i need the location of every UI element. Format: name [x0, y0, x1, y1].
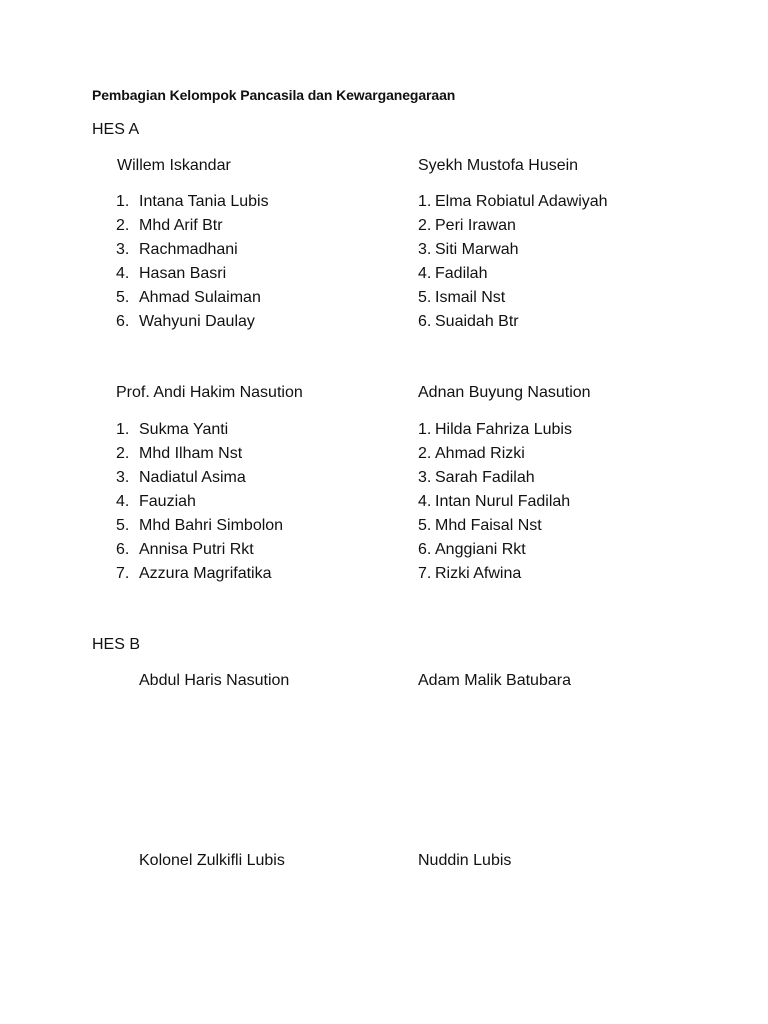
list-item — [116, 286, 269, 310]
member-name: Nadiatul Asima — [139, 469, 246, 486]
member-name: Anggiani Rkt — [435, 541, 526, 558]
list-item-number: 2. — [116, 217, 130, 234]
list-item — [116, 562, 283, 586]
member-list — [418, 190, 608, 334]
list-item-number: 4. — [418, 265, 432, 282]
group-name: Adnan Buyung Nasution — [418, 384, 591, 401]
list-item — [418, 418, 572, 442]
member-name: Sarah Fadilah — [435, 469, 535, 486]
list-item-number: 6. — [418, 541, 432, 558]
member-name: Siti Marwah — [435, 241, 519, 258]
member-name: Ahmad Sulaiman — [139, 289, 261, 306]
list-item — [418, 310, 608, 334]
list-item-number: 3. — [418, 241, 432, 258]
member-name: Mhd Bahri Simbolon — [139, 517, 284, 534]
list-item-number: 3. — [418, 469, 432, 486]
list-item — [116, 214, 269, 238]
member-name: Fauziah — [139, 493, 196, 510]
member-name: Peri Irawan — [435, 217, 516, 234]
list-item-number: 7. — [116, 565, 130, 582]
member-name: Ahmad Rizki — [435, 445, 525, 462]
list-item-number: 6. — [116, 541, 130, 558]
list-item-number: 3. — [116, 469, 130, 486]
list-item-number: 1. — [116, 421, 130, 438]
list-item-number: 5. — [116, 517, 130, 534]
list-item — [418, 442, 572, 466]
member-name: Annisa Putri Rkt — [139, 541, 254, 558]
list-item — [116, 418, 283, 442]
list-item-number: 1. — [418, 421, 432, 438]
list-item — [116, 538, 283, 562]
list-item — [418, 490, 572, 514]
group-name: Syekh Mustofa Husein — [418, 157, 579, 174]
list-item — [418, 262, 608, 286]
member-name: Mhd Ilham Nst — [139, 445, 243, 462]
list-item — [418, 238, 608, 262]
list-item — [418, 538, 572, 562]
section-label-hes-a: HES A — [92, 121, 140, 138]
group-name: Kolonel Zulkifli Lubis — [139, 852, 285, 869]
list-item — [418, 214, 608, 238]
list-item-number: 1. — [116, 193, 130, 210]
list-item-number: 1. — [418, 193, 432, 210]
list-item — [116, 442, 283, 466]
list-item-number: 4. — [418, 493, 432, 510]
list-item — [116, 466, 283, 490]
list-item — [116, 262, 269, 286]
document-title: Pembagian Kelompok Pancasila dan Kewarganegaraan — [92, 87, 456, 103]
list-item — [116, 490, 283, 514]
member-name: Hasan Basri — [139, 265, 227, 282]
member-name: Intana Tania Lubis — [139, 193, 269, 210]
list-item-number: 7. — [418, 565, 432, 582]
member-name: Sukma Yanti — [139, 421, 229, 438]
group-name: Nuddin Lubis — [418, 852, 512, 869]
member-name: Ismail Nst — [435, 289, 506, 306]
list-item — [418, 466, 572, 490]
member-name: Rachmadhani — [139, 241, 238, 258]
list-item — [418, 562, 572, 586]
section-label-hes-b: HES B — [92, 636, 141, 653]
list-item-number: 3. — [116, 241, 130, 258]
list-item-number: 4. — [116, 493, 130, 510]
member-name: Intan Nurul Fadilah — [435, 493, 571, 510]
list-item-number: 5. — [418, 517, 432, 534]
member-name: Elma Robiatul Adawiyah — [435, 193, 608, 210]
group-name: Prof. Andi Hakim Nasution — [116, 384, 303, 401]
list-item — [418, 514, 572, 538]
list-item — [116, 238, 269, 262]
list-item — [116, 190, 269, 214]
list-item-number: 5. — [418, 289, 432, 306]
list-item — [418, 190, 608, 214]
member-list — [116, 418, 283, 586]
list-item-number: 5. — [116, 289, 130, 306]
member-name: Suaidah Btr — [435, 313, 519, 330]
list-item-number: 6. — [418, 313, 432, 330]
list-item — [116, 514, 283, 538]
member-name: Wahyuni Daulay — [139, 313, 255, 330]
list-item-number: 4. — [116, 265, 130, 282]
member-name: Mhd Faisal Nst — [435, 517, 542, 534]
list-item-number: 2. — [418, 217, 432, 234]
member-name: Hilda Fahriza Lubis — [435, 421, 572, 438]
member-name: Mhd Arif Btr — [139, 217, 223, 234]
group-name: Adam Malik Batubara — [418, 672, 571, 689]
group-name: Willem Iskandar — [117, 157, 231, 174]
list-item — [418, 286, 608, 310]
member-name: Rizki Afwina — [435, 565, 522, 582]
list-item-number: 6. — [116, 313, 130, 330]
member-name: Fadilah — [435, 265, 488, 282]
list-item-number: 2. — [116, 445, 130, 462]
list-item-number: 2. — [418, 445, 432, 462]
member-name: Azzura Magrifatika — [139, 565, 272, 582]
member-list — [418, 418, 572, 586]
member-list — [116, 190, 269, 334]
group-name: Abdul Haris Nasution — [139, 672, 290, 689]
list-item — [116, 310, 269, 334]
